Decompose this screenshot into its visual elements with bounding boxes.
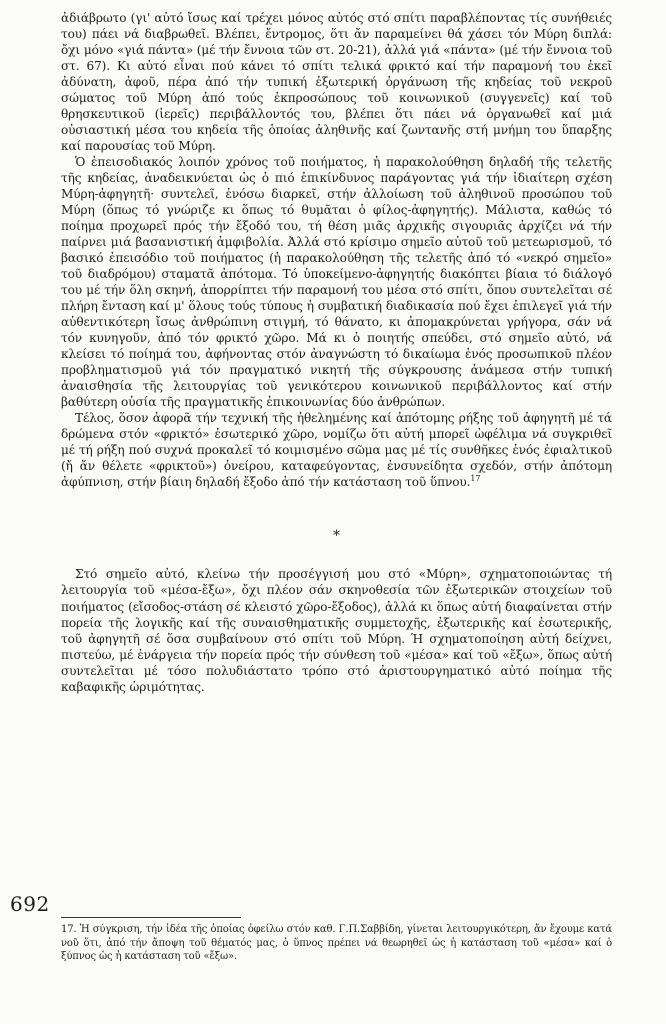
paragraph-1: ἀδιάβρωτο (γι' αὐτό ἴσως καί τρέχει μόνος αὐτός στό σπίτι παραβλέποντας τίς συνήθειές του) πάει νά διαβρωθεῖ. Βλέπει, ἔντρομος, ὅτι ἄν παραμείνει θά χάσει τόν Μύρη διπλά: ὄχι μόνο «γιά πάντα» (μέ τήν ἔννοια τῶν στ. 20-21), ἀλλά γιά «πάντα» (μέ τήν ἔννοια τοῦ στ. 67). Κι αὐτό εἶναι πού κάνει τό σπίτι τελικά φρικτό καί τήν παραμονή του ἐκεῖ ἀδύνατη, ἀφοῦ, πέρα ἀπό τήν τυπική ἐξωτερική ὀργάνωση τῆς κηδείας τοῦ νεκροῦ σώματος τοῦ Μύρη ἀπό τούς ἐκπροσώπους τοῦ κοινωνικοῦ (συγγενεῖς) καί τοῦ θρησκευτικοῦ (ἱερεῖς) περιβάλλοντός του, βλέπει ὅτι πάει νά ὀργανωθεῖ καί μιά οὐσιαστική μέσα του κηδεία τῆς ὁποίας ἀληθινῆς καί ζωντανῆς στή μνήμη του ὕπαρξης καί παρουσίας τοῦ Μύρη. (61, 11, 612, 154)
footnote-divider (61, 917, 241, 918)
footnote-reference[interactable]: 17 (470, 474, 481, 484)
closing-paragraph: Στό σημεῖο αὐτό, κλείνω τήν προσέγγισή μου στό «Μύρη», σχηματοποιώντας τή λειτουργία τοῦ «μέσα-ἔξω», ὄχι πλέον σάν σκηνοθεσία τῶν ἐξωτερικῶν στοιχείων τοῦ ποιήματος (εἴσοδος-στάση σέ κλειστό χῶρο-ἔξοδος), ἀλλά κι ὅπως αὐτή διαφαίνεται στήν πορεία τῆς λογικῆς καί τῆς συναισθηματικῆς συμμετοχῆς, ἐξωτερικῆς καί ἐσωτερικῆς, τοῦ ἀφηγητῆ σέ ὅσα συμβαίνουν στό σπίτι τοῦ Μύρη. Ἡ σχηματοποίηση αὐτή δείχνει, πιστεύω, μέ ἐνάργεια τήν πορεία πρός τήν σύνθεση τοῦ «μέσα» καί τοῦ «ἔξω», ὅπως αὐτή συντελεῖται μέ τόσο πολυδιάστατο τρόπο στό ἀριστουργηματικό αὐτό ποίημα τῆς καβαφικῆς ὡριμότητας. (61, 567, 612, 694)
footnote-17: 17. Ἡ σύγκριση, τήν ἰδέα τῆς ὁποίας ὀφείλω στόν καθ. Γ.Π.Σαββίδη, γίνεται λειτουργικότερη, ἄν ἔχουμε κατά νοῦ ὅτι, ἀπό τήν ἄποψη τοῦ θέματός μας, ὁ ὕπνος πρέπει νά θεωρηθεῖ ὡς ἡ κατάσταση τοῦ «μέσα» καί ὁ ξύπνος ὡς ἡ κατάσταση τοῦ «ἔξω». (61, 924, 612, 963)
section-gap (61, 490, 612, 512)
page-number: 692 (10, 892, 50, 916)
paragraph-3 (61, 410, 612, 490)
main-text-column (61, 10, 612, 695)
section-separator: * (333, 528, 340, 545)
paragraph-3-text: Τέλος, ὅσον ἀφορᾶ τήν τεχνική τῆς ἠθελημένης καί ἀπότομης ρήξης τοῦ ἀφηγητῆ μέ τά δρώμενα στόν «φρικτό» ἐσωτερικό χῶρο, νομίζω ὅτι αὐτή μπορεῖ ὠφέλιμα νά συγκριθεῖ μέ τή ρήξη πού συχνά προκαλεῖ τό κοιμισμένο σῶμα μας μέ τίς συνθῆκες ἑνός ἐφιαλτικοῦ (ἤ ἄν θέλετε «φρικτοῦ») ὀνείρου, καταφεύγοντας, ἐνσυνείδητα σχεδόν, στήν ἀπότομη ἀφύπνιση, στήν βίαιη δηλαδή ἔξοδο ἀπό τήν κατάσταση τοῦ ὕπνου. (61, 411, 612, 490)
paragraph-2: Ὁ ἐπεισοδιακός λοιπόν χρόνος τοῦ ποιήματος, ἡ παρακολούθηση δηλαδή τῆς τελετῆς τῆς κηδείας, ἀναδεικνύεται ὡς ὁ πιό ἐπικίνδυνος παράγοντας γιά τήν ἰδιαίτερη σχέση Μύρη-ἀφηγητῆ· συντελεῖ, ἐνόσω διαρκεῖ, στήν ἀλλοίωση τοῦ ἀληθινοῦ προσώπου τοῦ Μύρη (ὅπως τό γνώριζε κι ὅπως τό θυμᾶται ὁ φίλος-ἀφηγητής). Μάλιστα, καθώς τό ποίημα προχωρεῖ πρός τήν ἔξοδό του, τή θέση μιᾶς ἀρχικῆς σιγουριᾶς ἀρχίζει νά τήν παίρνει μιά βασανιστική ἀμφιβολία. Ἀλλά στό κρίσιμο σημεῖο αὐτοῦ τοῦ μετεωρισμοῦ, τό βασικό ἐπεισόδιο τοῦ ποιήματος (ἡ παρακολούθηση τῆς τελετῆς ἀπό τό «νεκρό σημεῖο» τοῦ διαδρόμου) σταματᾶ ἀπότομα. Τό ὑποκείμενο-ἀφηγητής διακόπτει βίαια τό διάλογό του μέ τήν ὅλη σκηνή, ἀπορρίπτει τήν παραμονή του μέσα στό σπίτι, ὅπου συντελεῖται σέ πλήρη ἔνταση καί μ' ὅλους τούς τύπους ἡ συμβατική διαδικασία πού ἔχει ἐπιλεγεῖ γιά τήν αὐθεντικότερη ἴσως ἀνθρώπινη στιγμή, τό θάνατο, κι ἀπομακρύνεται γρήγορα, σάν νά τόν κυνηγοῦν, ἀπό τόν φρικτό χῶρο. Μά κι ὁ ποιητής σπεύδει, στό σημεῖο αὐτό, νά κλείσει τό ποίημά του, ἀφήνοντας στόν ἀναγνώστη τό δικαίωμα ἑνός προσωπικοῦ πλέον προβληματισμοῦ γιά τόν πραγματικό νικητή τῆς σύγκρουσης ἀνάμεσα στήν τυπική ἀναισθησία τῆς λειτουργίας τοῦ γενικότερου κοινωνικοῦ περιβάλλοντος καί στήν βαθύτερη οὐσία τῆς πραγματικῆς ἐπικοινωνίας δύο ἀνθρώπων. (61, 155, 612, 410)
